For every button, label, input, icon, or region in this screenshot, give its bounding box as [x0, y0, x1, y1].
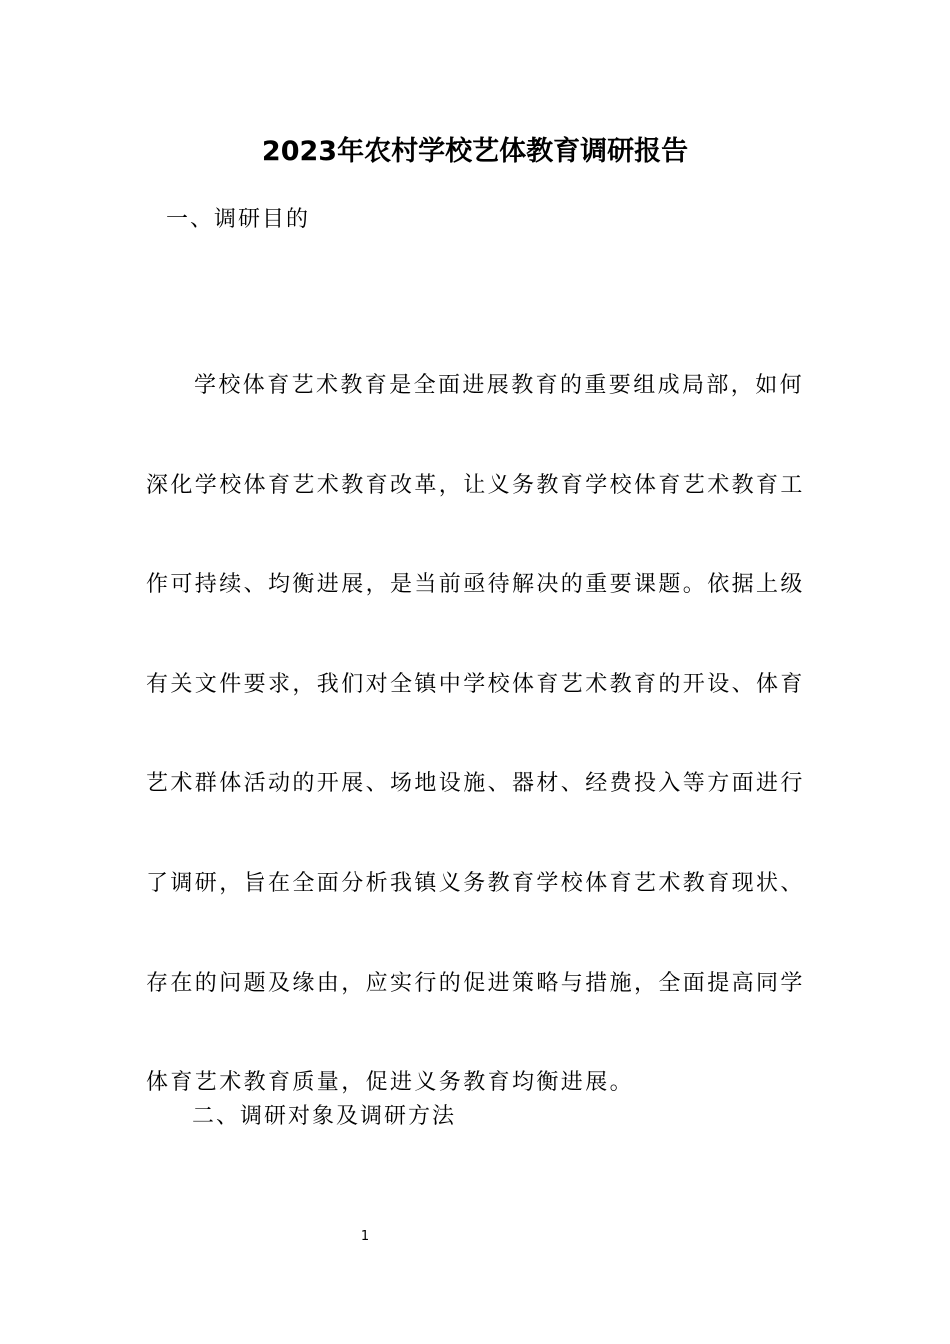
paragraph-line: 学校体育艺术教育是全面进展教育的重要组成局部，如何 [194, 373, 805, 398]
paragraph-line: 存在的问题及缘由，应实行的促进策略与措施，全面提高同学 [146, 970, 805, 996]
section-heading-purpose: 一、调研目的 [166, 207, 311, 232]
paragraph-line: 深化学校体育艺术教育改革，让义务教育学校体育艺术教育工 [146, 472, 805, 498]
page-number: 1 [360, 1229, 370, 1244]
paragraph-line: 艺术群体活动的开展、场地设施、器材、经费投入等方面进行 [146, 771, 805, 797]
section-heading-subjects-methods: 二、调研对象及调研方法 [192, 1104, 457, 1129]
paragraph-purpose [146, 336, 808, 1133]
paragraph-line: 有关文件要求，我们对全镇中学校体育艺术教育的开设、体育 [146, 671, 805, 697]
document-title: 2023年农村学校艺体教育调研报告 [261, 136, 689, 167]
paragraph-line: 了调研，旨在全面分析我镇义务教育学校体育艺术教育现状、 [146, 870, 805, 896]
paragraph-line: 作可持续、均衡进展，是当前亟待解决的重要课题。依据上级 [146, 572, 805, 598]
paragraph-line: 体育艺术教育质量，促进义务教育均衡进展。 [146, 1070, 635, 1096]
